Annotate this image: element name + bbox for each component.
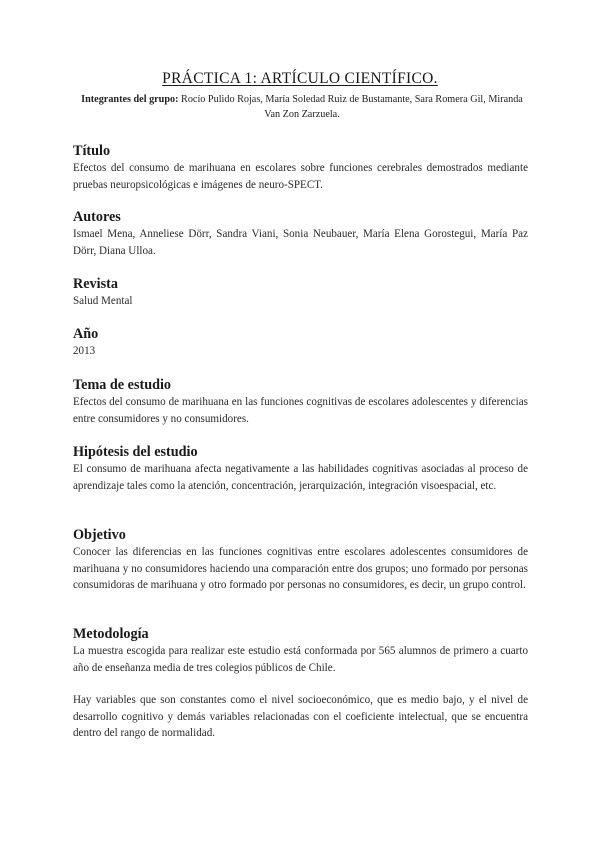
- document-title: [0, 70, 600, 88]
- section-metodologia: [73, 625, 528, 742]
- section-body: Efectos del consumo de marihuana en las funciones cognitivas de escolares adolescentes y diferencias entre consumidores y no consumidores.: [73, 396, 528, 425]
- section-body: Efectos del consumo de marihuana en escolares sobre funciones cerebrales demostrados mediante pruebas neuropsicológicas e imágenes de neuro-SPECT.: [73, 162, 528, 191]
- section-tema: [73, 376, 528, 427]
- section-heading: Hipótesis del estudio: [73, 444, 198, 460]
- section-body: Conocer las diferencias en las funciones cognitivas entre escolares adolescentes consumidores de marihuana y no consumidores haciendo una comparación entre dos grupos; uno formado por personas consumidoras de marihuana y otro formado por personas no consumidores, es decir, un grupo control.: [73, 546, 528, 592]
- members-names: Rocío Pulido Rojas, María Soledad Ruiz de Bustamante, Sara Romera Gil, Miranda Van Zon Zarzuela.: [178, 94, 523, 120]
- section-heading: Revista: [73, 276, 118, 292]
- section-anio: [73, 325, 528, 360]
- section-heading: Tema de estudio: [73, 377, 172, 393]
- section-autores: [73, 208, 528, 259]
- section-heading: Objetivo: [73, 527, 126, 543]
- section-body: 2013: [73, 345, 96, 357]
- section-body: Ismael Mena, Anneliese Dörr, Sandra Viani, Sonia Neubauer, María Elena Gorostegui, María Paz Dörr, Diana Ulloa.: [73, 228, 528, 257]
- group-members: [76, 93, 528, 122]
- section-body: La muestra escogida para realizar este estudio está conformada por 565 alumnos de primero a cuarto año de enseñanza media de tres colegios públicos de Chile.: [73, 645, 528, 674]
- section-body: Salud Mental: [73, 295, 133, 307]
- section-heading: Título: [73, 143, 111, 159]
- members-label: Integrantes del grupo:: [81, 94, 179, 105]
- section-heading: Autores: [73, 209, 121, 225]
- section-hipotesis: [73, 443, 528, 494]
- section-titulo: [73, 142, 528, 193]
- section-objetivo: [73, 526, 528, 594]
- section-heading: Año: [73, 326, 99, 342]
- section-body: Hay variables que son constantes como el nivel socioeconómico, que es medio bajo, y el nivel de desarrollo cognitivo y demás variables relacionadas con el coeficiente intelectual, que se encuentra dentro del rango de normalidad.: [73, 694, 528, 740]
- section-revista: [73, 275, 528, 310]
- section-heading: Metodología: [73, 626, 149, 642]
- section-body: El consumo de marihuana afecta negativamente a las habilidades cognitivas asociadas al proceso de aprendizaje tales como la atención, concentración, jerarquización, integración visoespacial, etc.: [73, 463, 528, 492]
- document-title-text: PRÁCTICA 1: ARTÍCULO CIENTÍFICO.: [162, 70, 438, 87]
